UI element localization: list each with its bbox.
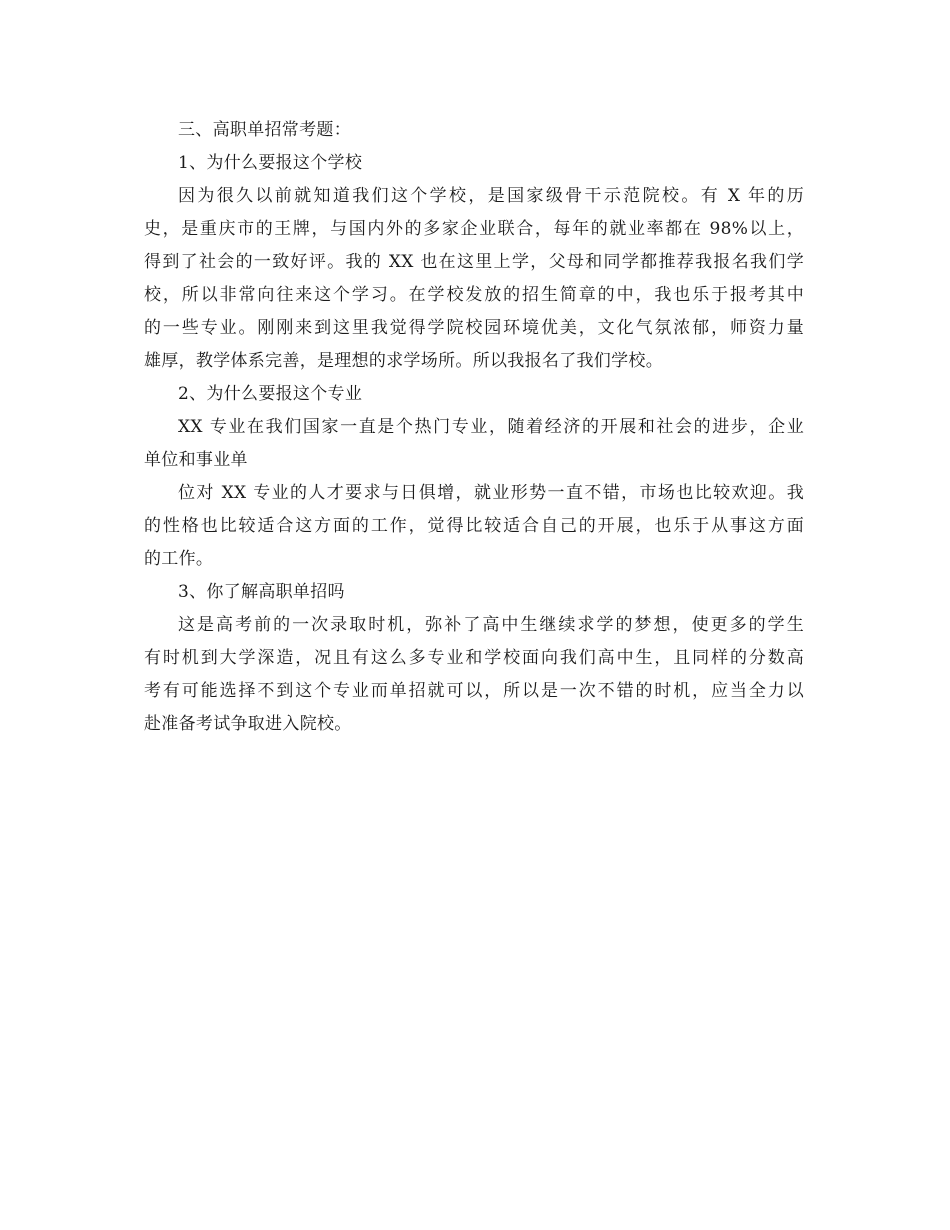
answer-2-line: 的性格也比较适合这方面的工作，觉得比较适合自己的开展，也乐于从事这方面 <box>144 516 804 536</box>
answer-2-line: 位对 XX 专业的人才要求与日俱增，就业形势一直不错，市场也比较欢迎。我 <box>178 483 804 503</box>
answer-1-line: 的一些专业。刚刚来到这里我觉得学院校园环境优美，文化气氛浓郁，师资力量 <box>144 318 804 338</box>
question-3-title: 3、你了解高职单招吗 <box>178 582 345 602</box>
answer-3-line: 这是高考前的一次录取时机，弥补了高中生继续求学的梦想，使更多的学生 <box>178 615 804 635</box>
answer-3-line: 赴准备考试争取进入院校。 <box>144 714 352 734</box>
answer-2-line: 单位和事业单 <box>144 450 248 470</box>
answer-1-line: 因为很久以前就知道我们这个学校，是国家级骨干示范院校。有 X 年的历 <box>178 186 804 206</box>
answer-3-line: 考有可能选择不到这个专业而单招就可以，所以是一次不错的时机，应当全力以 <box>144 681 804 701</box>
answer-1-line: 雄厚，教学体系完善，是理想的求学场所。所以我报名了我们学校。 <box>144 351 663 371</box>
question-2-title: 2、为什么要报这个专业 <box>178 384 363 404</box>
answer-2-line: 的工作。 <box>144 549 214 569</box>
question-1-title: 1、为什么要报这个学校 <box>178 153 363 173</box>
document-page <box>144 115 804 742</box>
section-heading: 三、高职单招常考题： <box>178 120 351 140</box>
answer-3-line: 有时机到大学深造，况且有这么多专业和学校面向我们高中生，且同样的分数高 <box>144 648 804 668</box>
answer-2-line: XX 专业在我们国家一直是个热门专业，随着经济的开展和社会的进步，企业 <box>178 417 804 437</box>
answer-1-line: 史，是重庆市的王牌，与国内外的多家企业联合，每年的就业率都在 98%以上， <box>144 219 804 239</box>
answer-1-line: 得到了社会的一致好评。我的 XX 也在这里上学，父母和同学都推荐我报名我们学 <box>144 252 804 272</box>
answer-1-line: 校，所以非常向往来这个学习。在学校发放的招生简章的中，我也乐于报考其中 <box>144 285 804 305</box>
